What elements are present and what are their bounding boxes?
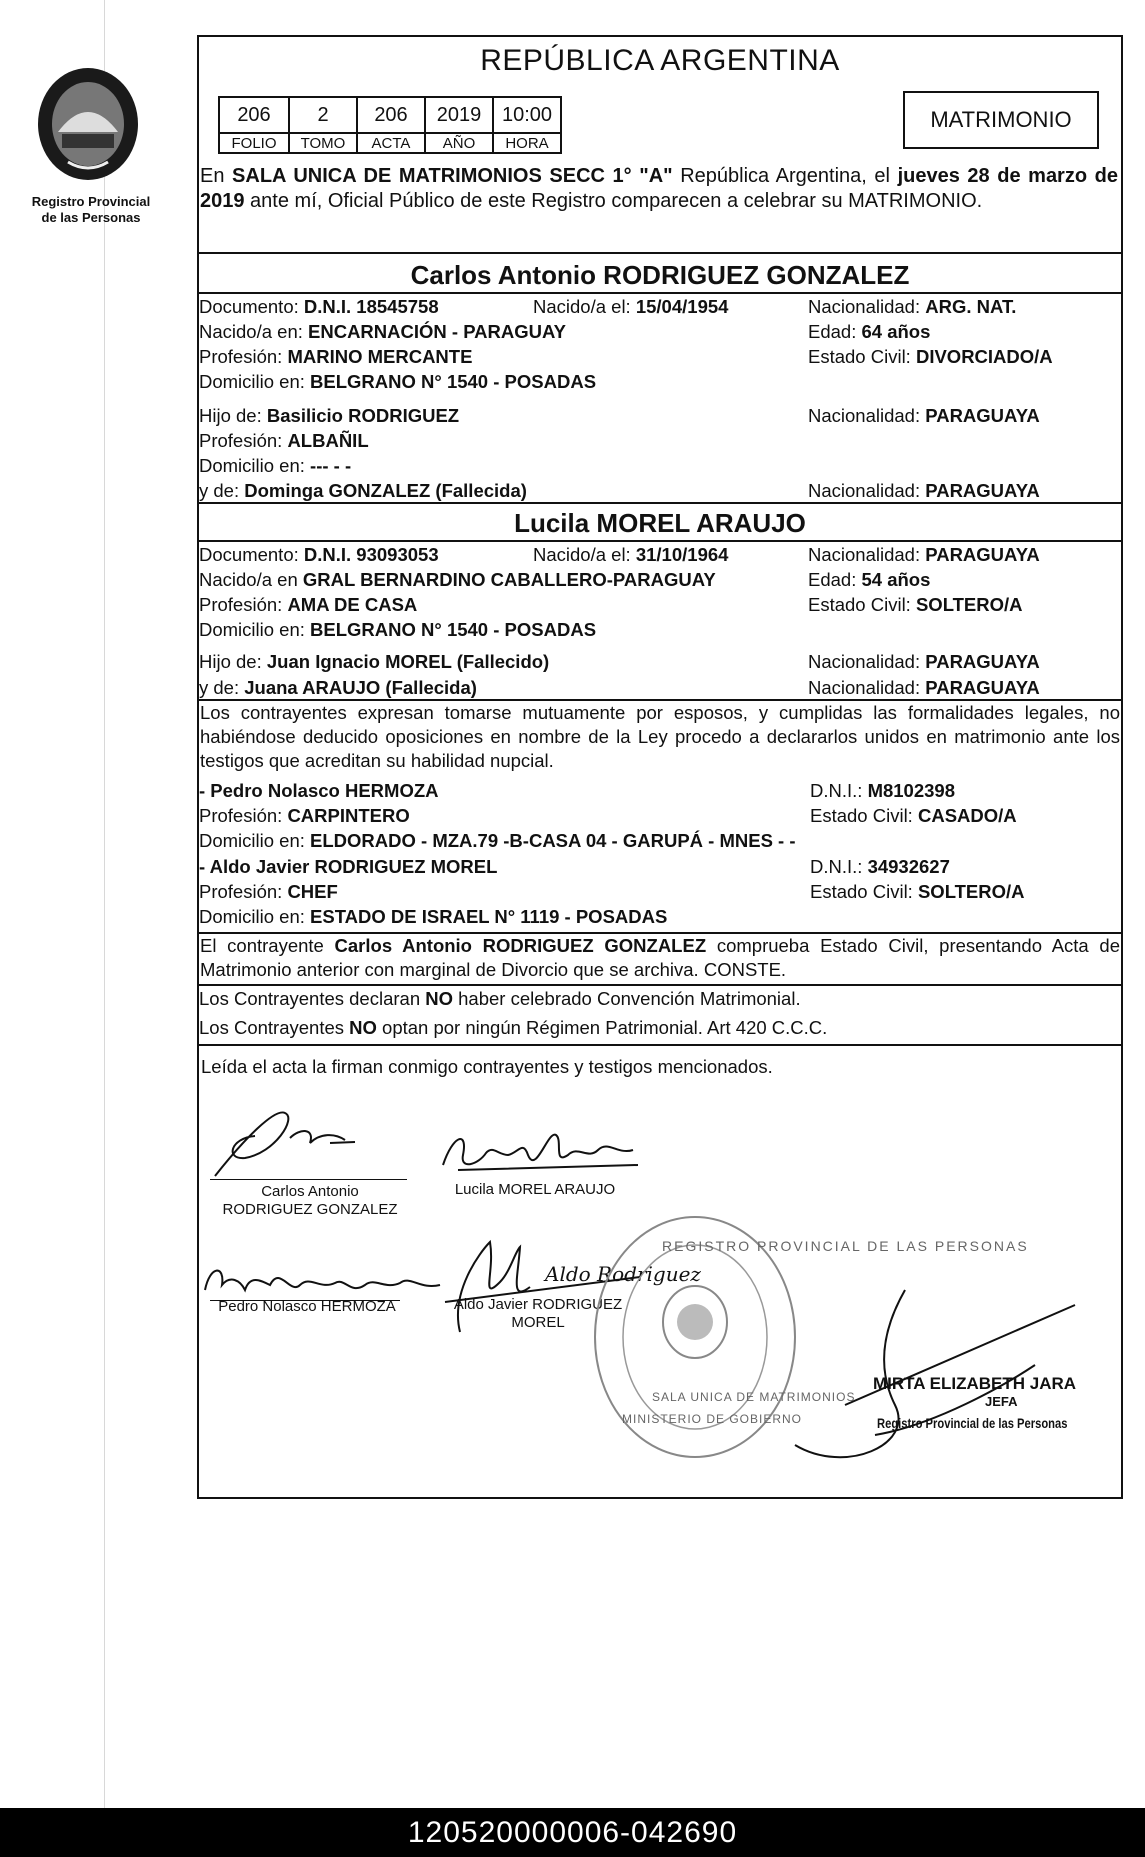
divider: [197, 540, 1123, 542]
witness2-name: - Aldo Javier RODRIGUEZ MOREL: [199, 856, 498, 877]
intro-date: jueves 28 de marzo de 2019: [200, 165, 1118, 212]
act-type-box: MATRIMONIO: [903, 91, 1099, 149]
party1-father: Hijo de: Basilicio RODRIGUEZ: [199, 405, 460, 426]
party1-father-prof: Profesión: ALBAÑIL: [199, 430, 369, 451]
signature-groom-caption: Carlos Antonio RODRIGUEZ GONZALEZ: [222, 1183, 398, 1218]
document-code: 120520000006-042690: [0, 1808, 1145, 1857]
signature-witness1-caption: Pedro Nolasco HERMOZA: [218, 1298, 396, 1315]
signature-bride-icon: [438, 1125, 658, 1185]
anio-value: 2019: [425, 97, 493, 133]
witness1-civil: Estado Civil: CASADO/A: [810, 805, 1017, 826]
stamp-outer-text: REGISTRO PROVINCIAL DE LAS PERSONAS: [662, 1238, 1029, 1254]
folio-label: FOLIO: [219, 133, 289, 153]
official-name: MIRTA ELIZABETH JARA: [873, 1374, 1077, 1393]
party1-born: Nacido/a el: 15/04/1954: [533, 296, 729, 317]
stamp-bottom-text: MINISTERIO DE GOBIERNO: [622, 1412, 803, 1426]
party2-name: Lucila MOREL ARAUJO: [514, 508, 806, 538]
tomo-label: TOMO: [289, 133, 357, 153]
acta-value: 206: [357, 97, 425, 133]
party1-name: Carlos Antonio RODRIGUEZ GONZALEZ: [410, 260, 910, 290]
signature-groom-icon: [205, 1098, 365, 1180]
divider: [197, 1044, 1123, 1046]
signature-official-icon: [785, 1285, 1085, 1510]
party1-mother-nat: Nacionalidad: PARAGUAYA: [808, 480, 1040, 501]
closing-line: Leída el acta la firman conmigo contrayentes y testigos mencionados.: [201, 1056, 773, 1077]
witness1-dom: Domicilio en: ELDORADO - MZA.79 -B-CASA 04 - GARUPÁ - MNES - -: [199, 830, 796, 851]
witness1-dni: D.N.I.: M8102398: [810, 780, 955, 801]
intro-paragraph: En SALA UNICA DE MATRIMONIOS SECC 1° "A" República Argentina, el jueves 28 de marzo de 2019 ante mí, Oficial Público de este Registro comparecen a celebrar su MATRIMONIO.: [200, 165, 1118, 212]
hora-value: 10:00: [493, 97, 561, 133]
divider: [197, 984, 1123, 986]
party1-father-nat: Nacionalidad: PARAGUAYA: [808, 405, 1040, 426]
regime-line: Los Contrayentes NO optan por ningún Régimen Patrimonial. Art 420 C.C.C.: [199, 1017, 828, 1038]
signature-witness2-caption: Aldo Javier RODRIGUEZ MOREL: [453, 1296, 623, 1331]
party1-dom: Domicilio en: BELGRANO N° 1540 - POSADAS: [199, 371, 597, 392]
official-title: JEFA: [985, 1394, 1018, 1409]
party2-age: Edad: 54 años: [808, 569, 931, 590]
party1-father-dom: Domicilio en: --- - -: [199, 455, 352, 476]
stamp-inner-text: SALA UNICA DE MATRIMONIOS: [652, 1390, 856, 1404]
page-title: REPÚBLICA ARGENTINA: [480, 44, 840, 77]
party1-civil: Estado Civil: DIVORCIADO/A: [808, 346, 1053, 367]
witness2-civil: Estado Civil: SOLTERO/A: [810, 881, 1025, 902]
fold-crease: [104, 0, 105, 1857]
civil-status-note: El contrayente Carlos Antonio RODRIGUEZ GONZALEZ comprueba Estado Civil, presentando Acta de Matrimonio anterior con marginal de Divorcio que se archiva. CONSTE.: [200, 935, 1120, 980]
convention-line: Los Contrayentes declaran NO haber celebrado Convención Matrimonial.: [199, 988, 801, 1009]
party2-nat: Nacionalidad: PARAGUAYA: [808, 544, 1040, 565]
party2-civil: Estado Civil: SOLTERO/A: [808, 594, 1023, 615]
party2-birthplace: Nacido/a en GRAL BERNARDINO CABALLERO-PARAGUAY: [199, 569, 716, 590]
divider: [197, 502, 1123, 504]
signature-bride-caption: Lucila MOREL ARAUJO: [454, 1181, 616, 1198]
party1-doc: Documento: D.N.I. 18545758: [199, 296, 439, 317]
party1-birthplace: Nacido/a en: ENCARNACIÓN - PARAGUAY: [199, 321, 567, 342]
divider: [197, 252, 1123, 254]
divider: [197, 292, 1123, 294]
hora-label: HORA: [493, 133, 561, 153]
provincial-seal-icon: [28, 62, 148, 192]
tomo-value: 2: [289, 97, 357, 133]
anio-label: AÑO: [425, 133, 493, 153]
registry-label-line1: Registro Provincial: [31, 194, 151, 209]
registry-label-line2: de las Personas: [41, 210, 141, 225]
party2-born: Nacido/a el: 31/10/1964: [533, 544, 729, 565]
official-office: Registro Provincial de las Personas: [877, 1415, 1068, 1431]
party2-doc: Documento: D.N.I. 93093053: [199, 544, 439, 565]
party2-father-nat: Nacionalidad: PARAGUAYA: [808, 651, 1040, 672]
witness2-prof: Profesión: CHEF: [199, 881, 338, 902]
declaration-paragraph: Los contrayentes expresan tomarse mutuamente por esposos, y cumplidas las formalidades legales, no habiéndose deducido oposiciones en nombre de la Ley procedo a declararlos unidos en matrimonio ante los testigos que acreditan su habilidad nupcial.: [200, 702, 1120, 771]
witness1-name: - Pedro Nolasco HERMOZA: [199, 780, 439, 801]
registry-label: [16, 194, 166, 226]
party1-nat: Nacionalidad: ARG. NAT.: [808, 296, 1017, 317]
registry-table: [218, 96, 562, 154]
intro-place: SALA UNICA DE MATRIMONIOS SECC 1° "A": [232, 165, 673, 187]
witness1-prof: Profesión: CARPINTERO: [199, 805, 410, 826]
party2-mother: y de: Juana ARAUJO (Fallecida): [199, 677, 477, 698]
party2-mother-nat: Nacionalidad: PARAGUAYA: [808, 677, 1040, 698]
witness2-dni: D.N.I.: 34932627: [810, 856, 950, 877]
party2-prof: Profesión: AMA DE CASA: [199, 594, 418, 615]
party1-mother: y de: Dominga GONZALEZ (Fallecida): [199, 480, 527, 501]
party1-prof: Profesión: MARINO MERCANTE: [199, 346, 473, 367]
party2-dom: Domicilio en: BELGRANO N° 1540 - POSADAS: [199, 619, 597, 640]
folio-value: 206: [219, 97, 289, 133]
acta-label: ACTA: [357, 133, 425, 153]
party1-age: Edad: 64 años: [808, 321, 931, 342]
witness2-handwriting: Aldo Rodriguez: [545, 1262, 701, 1286]
party2-father: Hijo de: Juan Ignacio MOREL (Fallecido): [199, 651, 550, 672]
witness2-dom: Domicilio en: ESTADO DE ISRAEL N° 1119 - POSADAS: [199, 906, 668, 927]
signature-line: [210, 1179, 407, 1180]
